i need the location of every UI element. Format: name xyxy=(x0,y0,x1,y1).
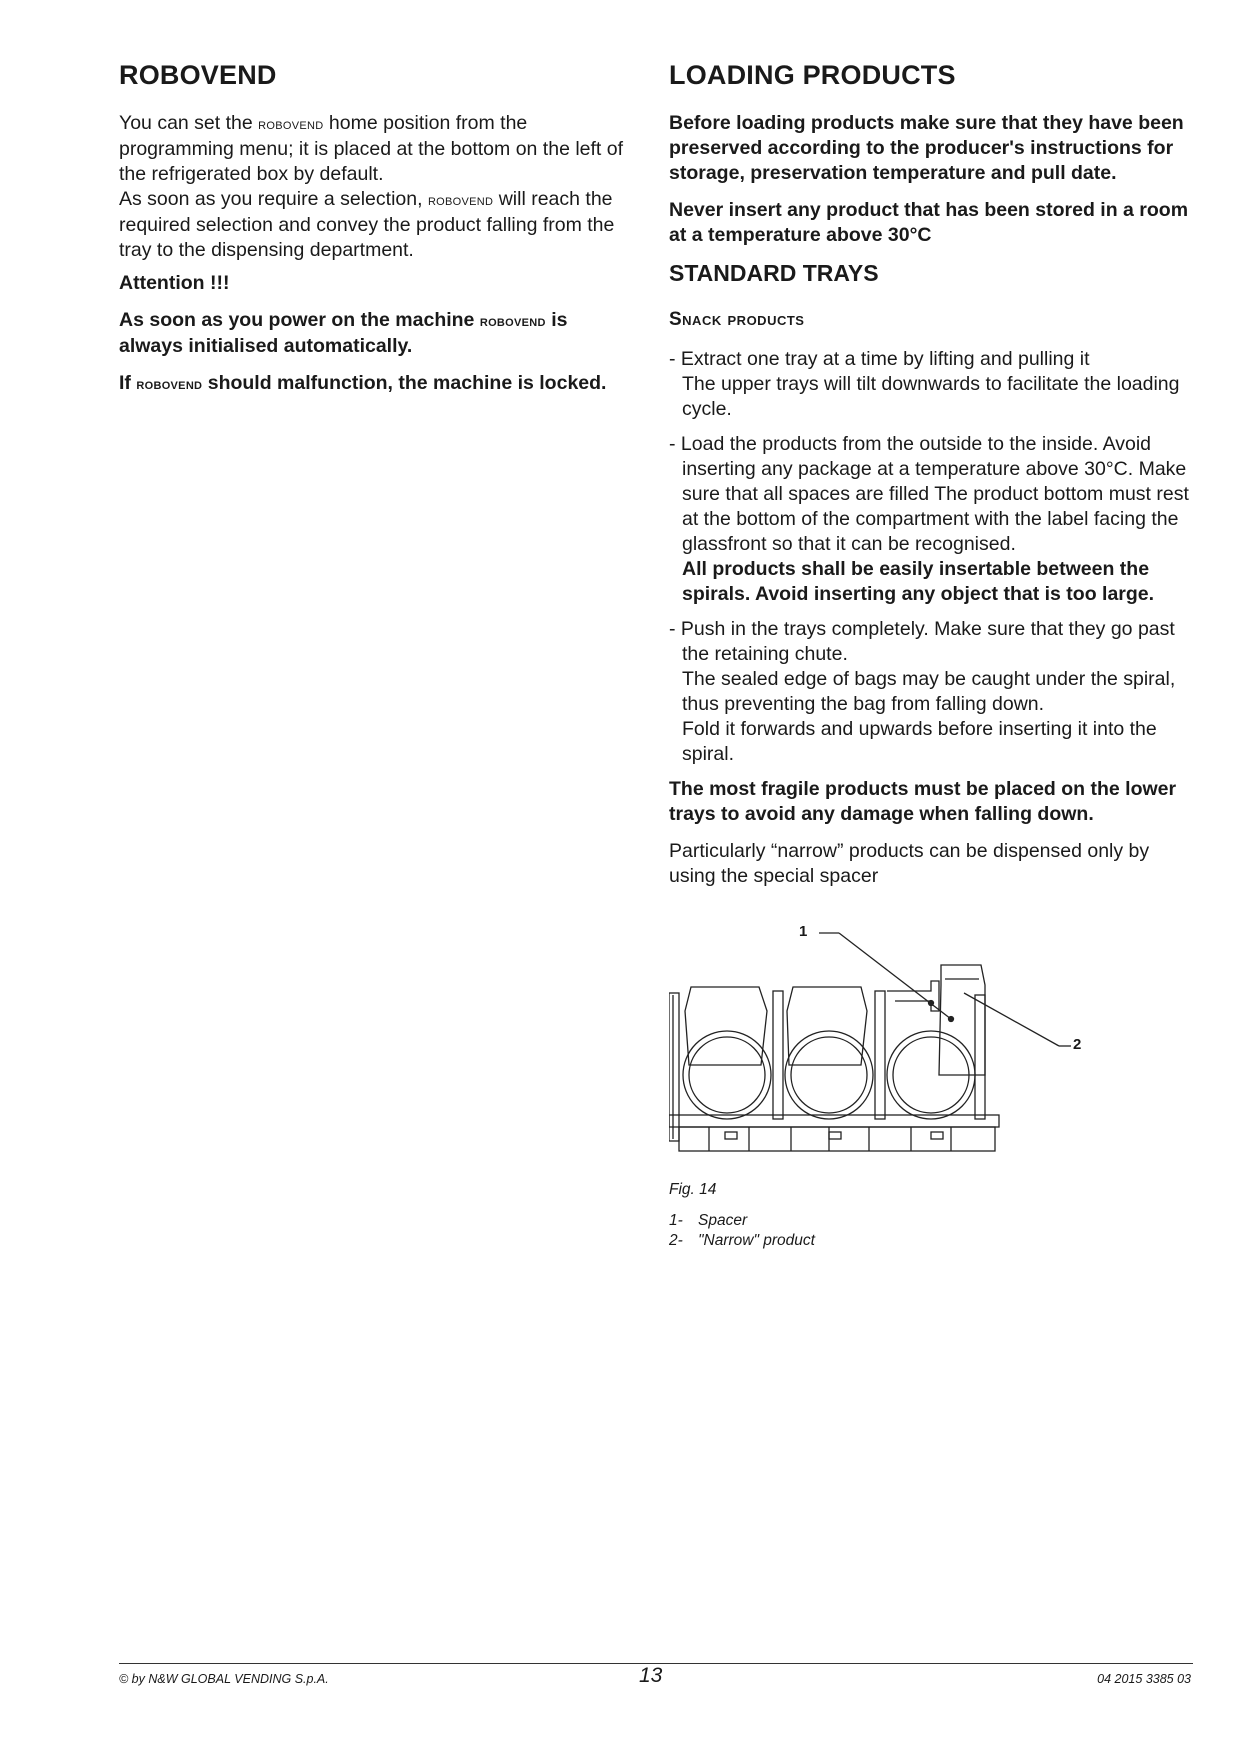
footer-copyright: © by N&W GLOBAL VENDING S.p.A. xyxy=(119,1672,329,1686)
tray-illustration xyxy=(669,915,1089,1175)
paragraph-preservation: Before loading products make sure that they have been preserved according to the producer's instructions for storage, preservation temperature and pull date. xyxy=(669,112,1184,184)
attention-heading: Attention !!! xyxy=(119,272,230,294)
subsection-title-standard-trays: STANDARD TRAYS xyxy=(669,260,879,286)
figure-spacer-diagram xyxy=(669,915,1089,1175)
section-title-robovend: ROBOVEND xyxy=(119,60,277,90)
page-number: 13 xyxy=(639,1664,663,1687)
paragraph-narrow-products: Particularly “narrow” products can be dispensed only by using the special spacer xyxy=(669,840,1150,887)
callout-2: 2 xyxy=(1073,1036,1082,1053)
list-item: - Load the products from the outside to the inside. Avoid inserting any package at a temperature above 30°C. Make sure that all spaces are filled The product bottom must rest at the bottom of the compartment with the label facing the glassfront so that it can be recognised. All products shall be easily insertable between the spirals. Avoid inserting any object that is too large. xyxy=(669,433,1189,605)
paragraph-malfunction: If robovend should malfunction, the machine is locked. xyxy=(119,372,607,394)
legend-item: 1- Spacer xyxy=(669,1212,748,1229)
right-column xyxy=(669,60,1194,1251)
subsubsection-title-snack-products: Snack products xyxy=(669,309,805,330)
paragraph-temperature-warning: Never insert any product that has been stored in a room at a temperature above 30°C xyxy=(669,199,1189,246)
callout-1: 1 xyxy=(799,923,808,940)
figure-legend xyxy=(669,1211,1194,1251)
paragraph-home-position: You can set the robovend home position from the programming menu; it is placed at the bottom on the left of the refrigerated box by default. As soon as you require a selection, robovend will reach the required selection and convey the product falling from the tray to the dispensing department. xyxy=(119,112,624,261)
paragraph-init: As soon as you power on the machine robovend is always initialised automatically. xyxy=(119,309,568,357)
list-item: - Push in the trays completely. Make sure that they go past the retaining chute. The sealed edge of bags may be caught under the spiral, thus preventing the bag from falling down. Fold it forwards and upwards before inserting it into the spiral. xyxy=(669,618,1176,765)
paragraph-fragile-products: The most fragile products must be placed on the lower trays to avoid any damage when falling down. xyxy=(669,778,1177,825)
figure-caption: Fig. 14 xyxy=(669,1181,717,1198)
legend-item: 2- "Narrow" product xyxy=(669,1232,815,1249)
section-title-loading-products: LOADING PRODUCTS xyxy=(669,60,956,90)
left-column xyxy=(119,60,624,409)
document-code: 04 2015 3385 03 xyxy=(1097,1672,1191,1686)
list-item: - Extract one tray at a time by lifting and pulling it The upper trays will tilt downwards to facilitate the loading cycle. xyxy=(669,348,1180,420)
